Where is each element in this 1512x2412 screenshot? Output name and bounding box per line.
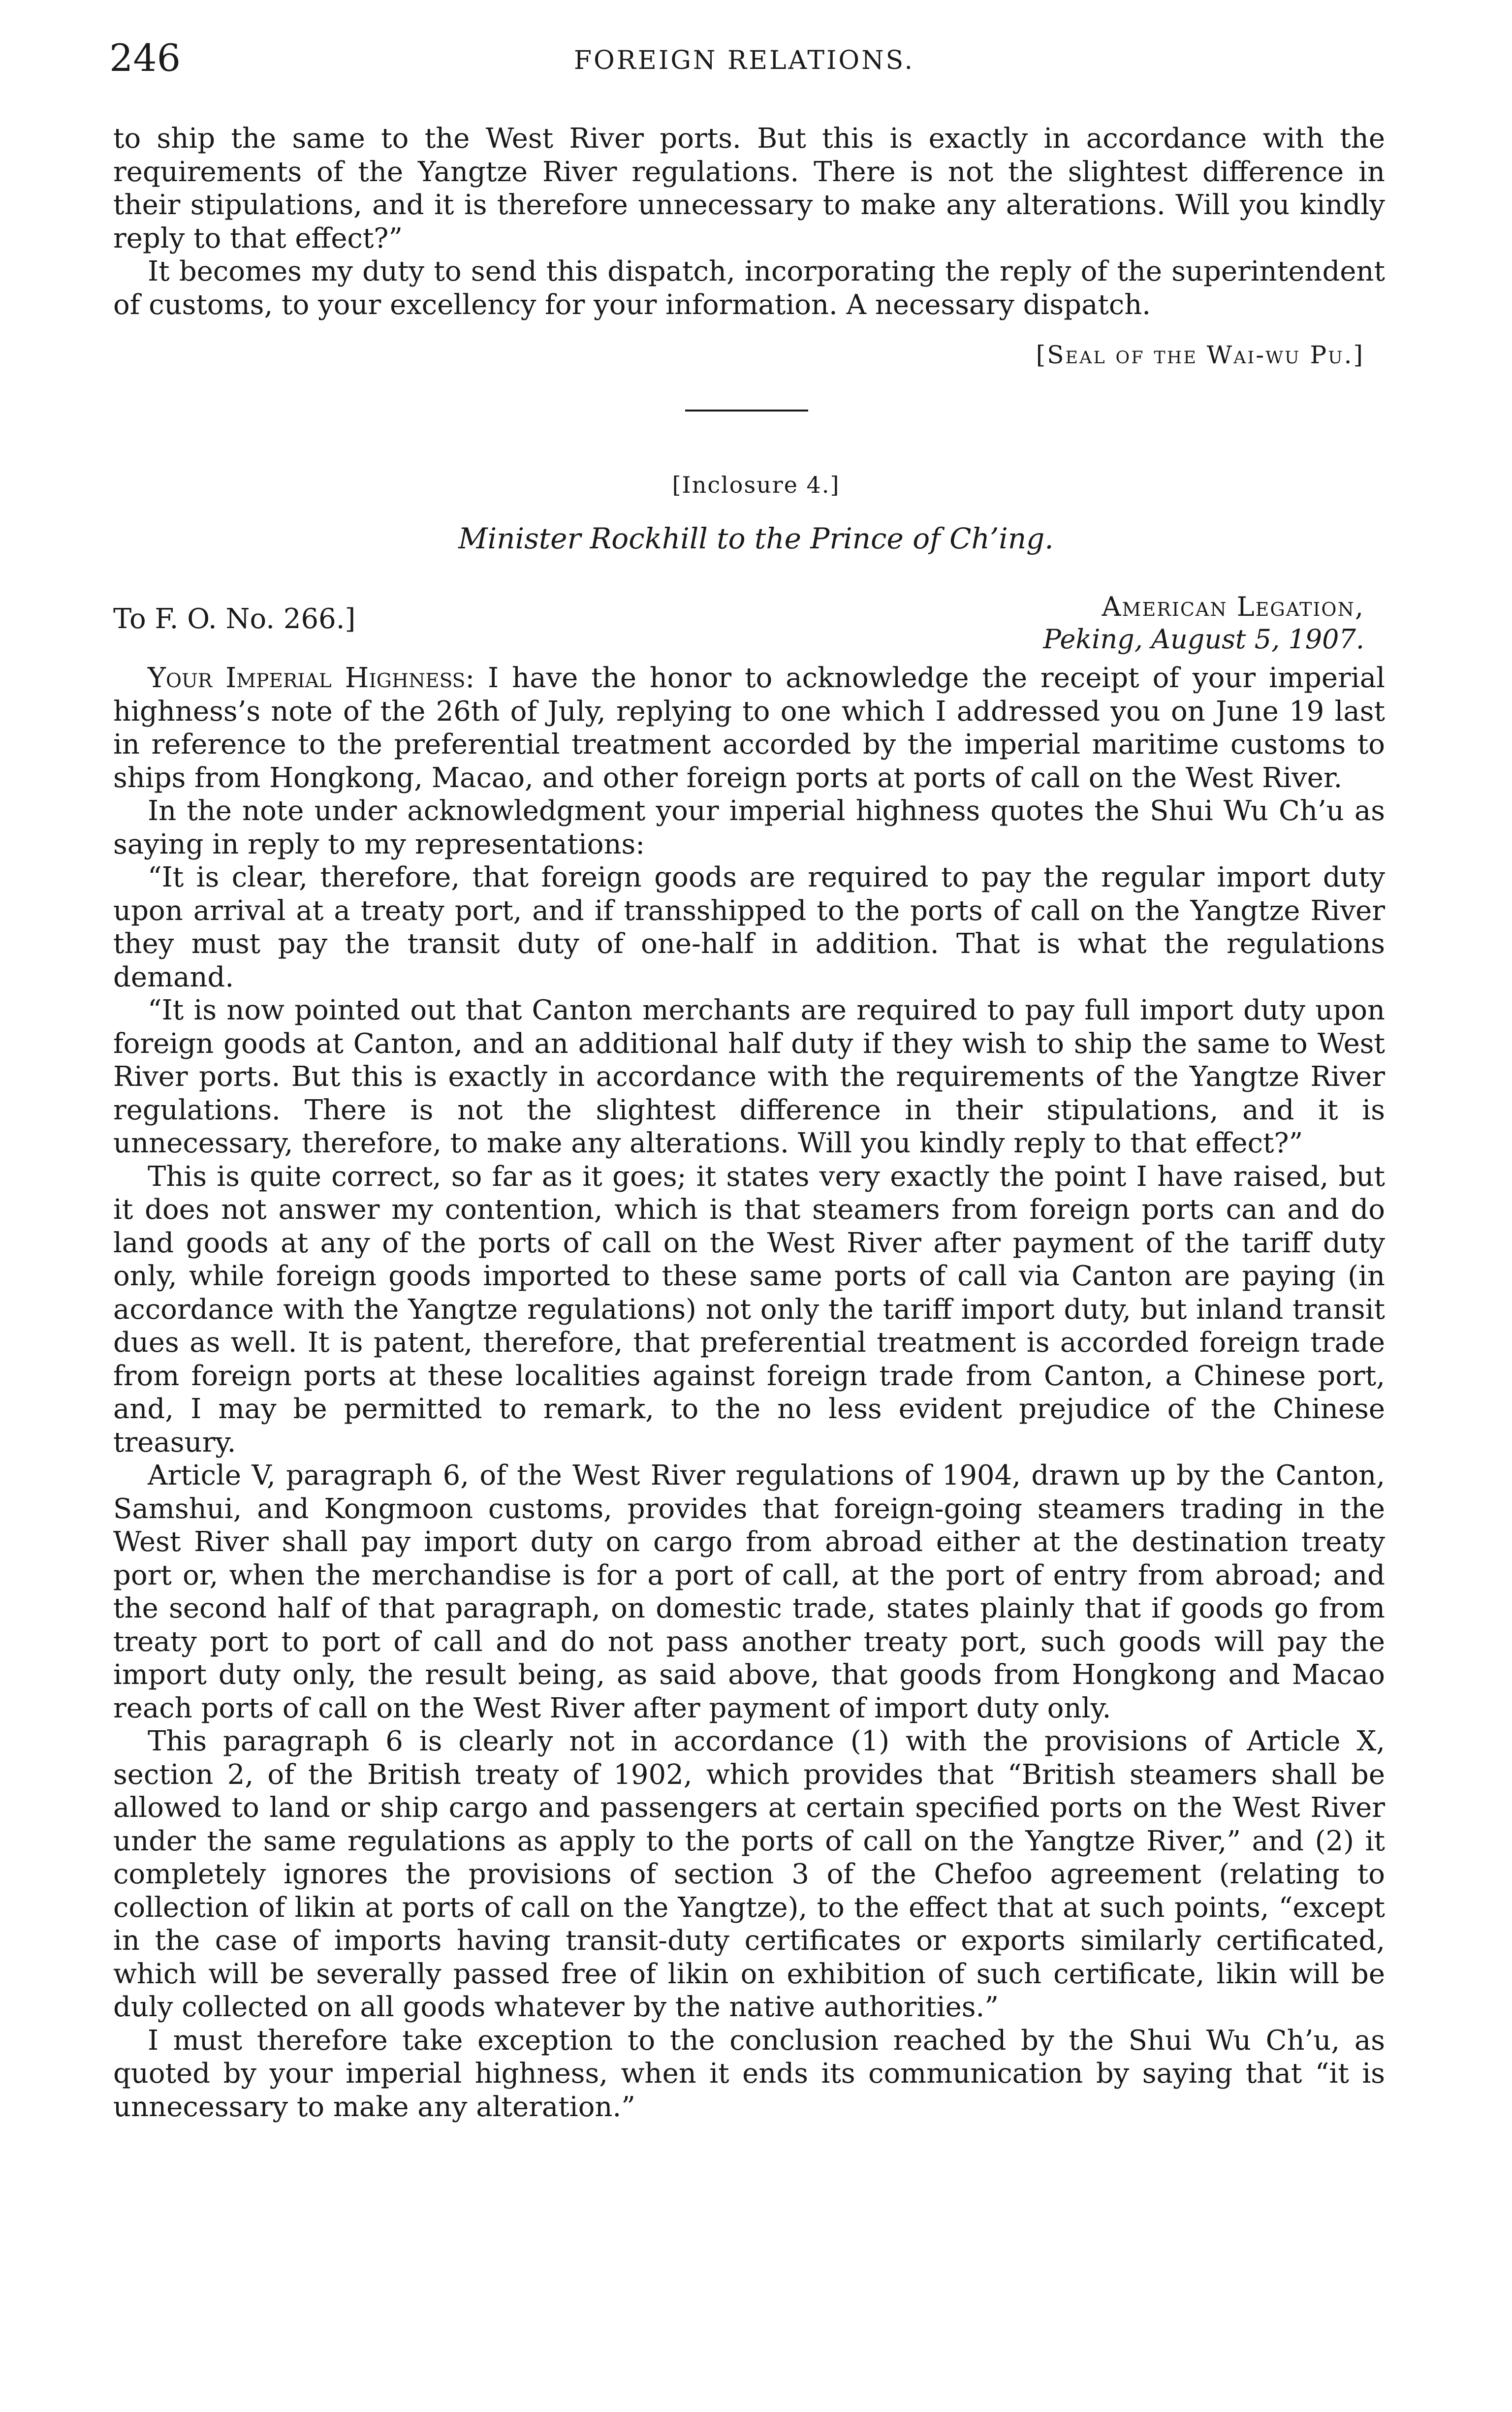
- salutation: Your Imperial Highness:: [148, 662, 475, 694]
- running-head: [109, 38, 1379, 78]
- paragraph: It becomes my duty to send this dispatch, incorporating the reply of the superintendent of customs, to your excellency for your information. A necessary dispatch.: [113, 255, 1385, 321]
- quoted-paragraph: “It is now pointed out that Canton merchants are required to pay full import duty upon foreign goods at Canton, and an additional half duty if they wish to ship the same to West River ports. But this is exactly in accordance with the requirements of the Yangtze River regulations. There is not the slightest difference in their stipulations, and it is unnecessary, therefore, to make any alterations. Will you kindly reply to that effect?”: [113, 994, 1385, 1159]
- place-date: Peking, August 5, 1907.: [1043, 624, 1364, 655]
- paragraph: This paragraph 6 is clearly not in accordance (1) with the provisions of Article X, section 2, of the British treaty of 1902, which provides that “British steamers shall be allowed to land or ship cargo and passengers at certain specified ports on the West River under the same regulations as apply to the ports of call on the Yangtze River,” and (2) it completely ignores the provisions of section 3 of the Chefoo agreement (relating to collection of likin at ports of call on the Yangtze), to the effect that at such points, “except in the case of imports having transit-duty certificates or exports similarly certificated, which will be severally passed free of likin on exhibition of such certificate, likin will be duly collected on all goods whatever by the native authorities.”: [113, 1725, 1385, 2023]
- paragraph: This is quite correct, so far as it goes; it states very exactly the point I have raised, but it does not answer my contention, which is that steamers from foreign ports can and do land goods at any of the ports of call on the West River after payment of the tariff duty only, while foreign goods imported to these same ports of call via Canton are paying (in accordance with the Yangtze regulations) not only the tariff import duty, but inland transit dues as well. It is patent, therefore, that preferential treatment is accorded foreign trade from foreign ports at these localities against foreign trade from Canton, a Chinese port, and, I may be permitted to remark, to the no less evident prejudice of the Chinese treasury.: [113, 1160, 1385, 1459]
- paragraph: Article V, paragraph 6, of the West River regulations of 1904, drawn up by the Canton, Samshui, and Kongmoon customs, provides that foreign-going steamers trading in the West River shall pay import duty on cargo from abroad either at the destination treaty port or, when the merchandise is for a port of call, at the port of entry from abroad; and the second half of that paragraph, on domestic trade, states plainly that if goods go from treaty port to port of call and do not pass another treaty port, such goods will pay the import duty only, the result being, as said above, that goods from Hongkong and Macao reach ports of call on the West River after payment of import duty only.: [113, 1460, 1385, 1724]
- legation-name: American Legation,: [1102, 591, 1364, 622]
- continued-text-block: [113, 122, 1385, 321]
- paragraph: I must therefore take exception to the conclusion reached by the Shui Wu Ch’u, as quoted by your imperial highness, when it ends its communication by saying that “it is unnecessary to make any alteration.”: [113, 2024, 1385, 2123]
- section-divider: [685, 410, 808, 412]
- inclosure-label: [Inclosure 4.]: [672, 472, 840, 498]
- seal-note: [Seal of the Wai-wu Pu.]: [1036, 341, 1364, 369]
- paragraph-text: I have the honor to acknowledge the receipt of your imperial highness’s note of the 26th of July, replying to one which I addressed you on June 19 last in reference to the preferential treatment accorded by the imperial maritime customs to ships from Hongkong, Macao, and other foreign ports at ports of call on the West River.: [113, 662, 1385, 794]
- paragraph: to ship the same to the West River ports. But this is exactly in accordance with the requirements of the Yangtze River regulations. There is not the slightest difference in their stipulations, and it is therefore unnecessary to make any alterations. Will you kindly reply to that effect?”: [113, 123, 1385, 254]
- document-heading: Minister Rockhill to the Prince of Ch’ing.: [458, 522, 1054, 555]
- paragraph: [113, 662, 1385, 794]
- running-title: FOREIGN RELATIONS.: [574, 46, 914, 75]
- reference-number: To F. O. No. 266.]: [113, 603, 356, 635]
- page-number: 246: [109, 36, 181, 80]
- quoted-paragraph: “It is clear, therefore, that foreign goods are required to pay the regular import duty upon arrival at a treaty port, and if transshipped to the ports of call on the Yangtze River they must pay the transit duty of one-half in addition. That is what the regulations demand.: [113, 861, 1385, 993]
- dateline: [1043, 591, 1364, 656]
- paragraph: In the note under acknowledgment your imperial highness quotes the Shui Wu Ch’u as saying in reply to my representations:: [113, 795, 1385, 860]
- letter-body: [113, 662, 1385, 2124]
